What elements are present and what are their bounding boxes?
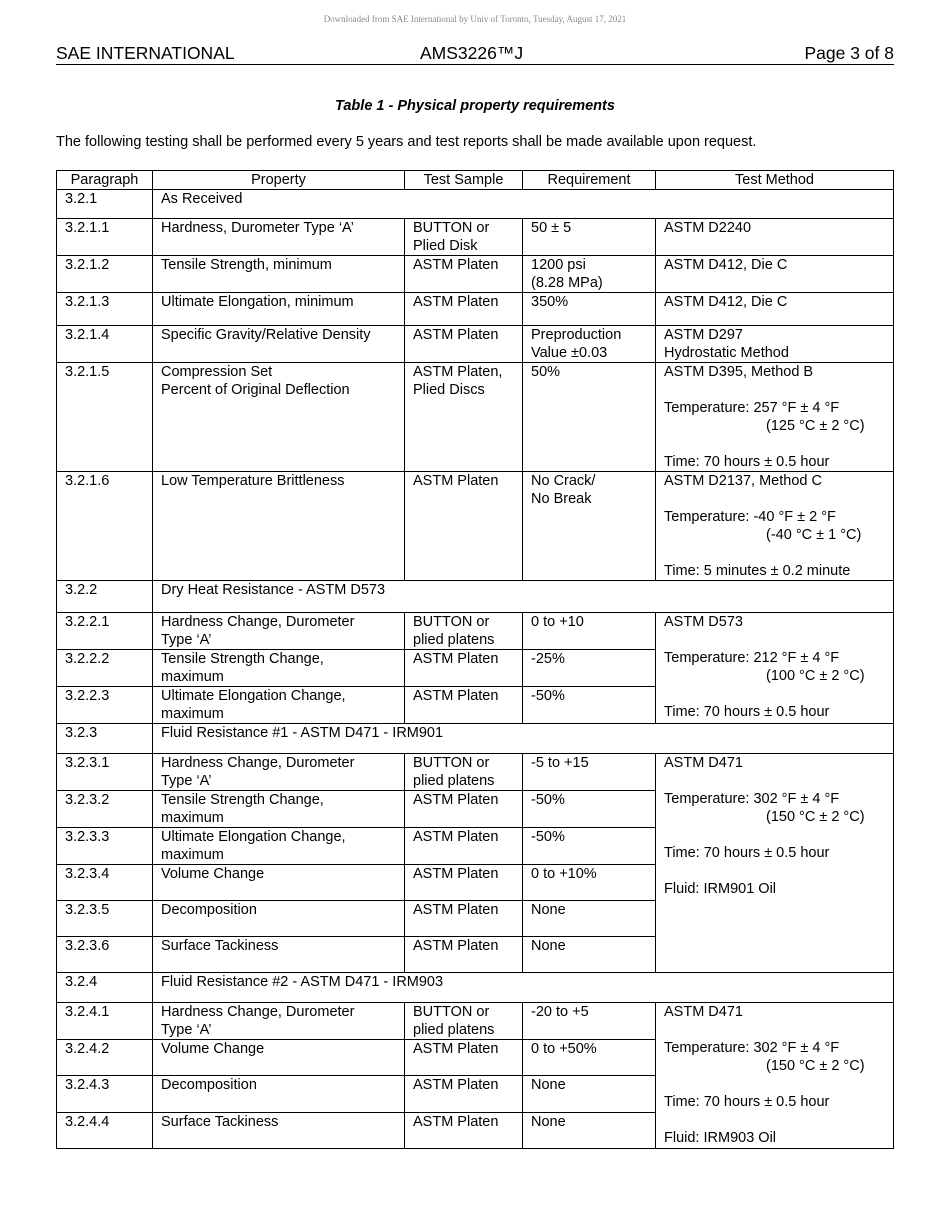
table-row — [57, 219, 894, 256]
method-temperature: Temperature: 302 °F ± 4 °F — [664, 791, 840, 807]
requirement-cell: Preproduction Value ±0.03 — [523, 326, 656, 363]
sample-cell: ASTM Platen — [405, 828, 523, 865]
property-cell: Tensile Strength Change, maximum — [153, 650, 405, 687]
sample-cell: ASTM Platen — [405, 326, 523, 363]
property-cell: Volume Change — [153, 865, 405, 901]
requirement-cell: -5 to +15 — [523, 754, 656, 791]
method-line: ASTM D471 — [664, 1004, 743, 1020]
method-line: ASTM D573 — [664, 614, 743, 630]
column-header: Paragraph — [57, 171, 153, 190]
method-fluid: Fluid: IRM901 Oil — [664, 881, 777, 897]
method-time: Time: 70 hours ± 0.5 hour — [664, 704, 830, 720]
sample-cell: BUTTON or plied platens — [405, 613, 523, 650]
property-cell: Hardness Change, Durometer Type ‘A’ — [153, 1003, 405, 1040]
method-time: Time: 5 minutes ± 0.2 minute — [664, 563, 851, 579]
paragraph-cell: 3.2.1.6 — [57, 472, 153, 581]
paragraph-cell: 3.2.4.2 — [57, 1040, 153, 1076]
paragraph-cell: 3.2.2.1 — [57, 613, 153, 650]
paragraph-cell: 3.2.4.1 — [57, 1003, 153, 1040]
property-cell: Low Temperature Brittleness — [153, 472, 405, 581]
section-title: As Received — [153, 190, 894, 219]
table-row — [57, 363, 894, 472]
sample-cell: ASTM Platen — [405, 650, 523, 687]
property-cell: Hardness Change, Durometer Type ‘A’ — [153, 754, 405, 791]
paragraph-cell: 3.2.3 — [57, 724, 153, 754]
property-cell: Surface Tackiness — [153, 937, 405, 973]
physical-property-table — [56, 170, 894, 1149]
section-title: Dry Heat Resistance - ASTM D573 — [153, 581, 894, 613]
table-row — [57, 326, 894, 363]
method-temperature-celsius: (125 °C ± 2 °C) — [766, 418, 865, 434]
requirement-cell: No Crack/ No Break — [523, 472, 656, 581]
requirement-cell: 50 ± 5 — [523, 219, 656, 256]
property-cell: Tensile Strength Change, maximum — [153, 791, 405, 828]
paragraph-cell: 3.2.1.2 — [57, 256, 153, 293]
table-row — [57, 1003, 894, 1040]
sample-cell: ASTM Platen — [405, 901, 523, 937]
method-temperature-celsius: (100 °C ± 2 °C) — [766, 668, 865, 684]
method-temperature-celsius: (-40 °C ± 1 °C) — [766, 527, 862, 543]
property-cell: Volume Change — [153, 1040, 405, 1076]
method-temperature: Temperature: -40 °F ± 2 °F — [664, 509, 836, 525]
method-line: ASTM D471 — [664, 755, 743, 771]
paragraph-cell: 3.2.3.2 — [57, 791, 153, 828]
sample-cell: ASTM Platen — [405, 791, 523, 828]
column-header: Test Sample — [405, 171, 523, 190]
column-header: Property — [153, 171, 405, 190]
method-temperature-celsius: (150 °C ± 2 °C) — [766, 1058, 865, 1074]
property-cell: Hardness Change, Durometer Type ‘A’ — [153, 613, 405, 650]
paragraph-cell: 3.2.4 — [57, 973, 153, 1003]
paragraph-cell: 3.2.1.5 — [57, 363, 153, 472]
requirement-cell: 50% — [523, 363, 656, 472]
method-cell: ASTM D412, Die C — [656, 256, 894, 293]
method-cell — [656, 363, 894, 472]
intro-paragraph: The following testing shall be performed every 5 years and test reports shall be made available upon request. — [56, 134, 757, 150]
requirement-cell: 0 to +50% — [523, 1040, 656, 1076]
paragraph-cell: 3.2.4.4 — [57, 1113, 153, 1149]
sample-cell: ASTM Platen — [405, 472, 523, 581]
method-cell — [656, 1003, 894, 1149]
publisher-name: SAE INTERNATIONAL — [56, 43, 235, 63]
table-row — [57, 472, 894, 581]
method-line: ASTM D395, Method B — [664, 364, 814, 380]
paragraph-cell: 3.2.4.3 — [57, 1076, 153, 1113]
method-time: Time: 70 hours ± 0.5 hour — [664, 1094, 830, 1110]
paragraph-cell: 3.2.3.3 — [57, 828, 153, 865]
requirement-cell: 0 to +10% — [523, 865, 656, 901]
paragraph-cell: 3.2.3.4 — [57, 865, 153, 901]
sample-cell: ASTM Platen — [405, 1040, 523, 1076]
sample-cell: BUTTON or plied platens — [405, 1003, 523, 1040]
table-header-row — [57, 171, 894, 190]
paragraph-cell: 3.2.2.2 — [57, 650, 153, 687]
method-temperature-celsius: (150 °C ± 2 °C) — [766, 809, 865, 825]
requirement-cell: -50% — [523, 828, 656, 865]
method-cell — [656, 613, 894, 724]
requirement-cell: None — [523, 937, 656, 973]
method-cell: ASTM D412, Die C — [656, 293, 894, 326]
requirement-cell: 350% — [523, 293, 656, 326]
section-title: Fluid Resistance #2 - ASTM D471 - IRM903 — [153, 973, 894, 1003]
requirement-cell: -25% — [523, 650, 656, 687]
method-cell — [656, 754, 894, 973]
sample-cell: ASTM Platen, Plied Discs — [405, 363, 523, 472]
method-line: ASTM D2137, Method C — [664, 473, 822, 489]
property-cell: Decomposition — [153, 901, 405, 937]
requirement-cell: None — [523, 901, 656, 937]
requirement-cell: 0 to +10 — [523, 613, 656, 650]
method-time: Time: 70 hours ± 0.5 hour — [664, 845, 830, 861]
requirement-cell: -50% — [523, 687, 656, 724]
method-cell: ASTM D297 Hydrostatic Method — [656, 326, 894, 363]
table-row — [57, 256, 894, 293]
property-cell: Surface Tackiness — [153, 1113, 405, 1149]
sample-cell: BUTTON or plied platens — [405, 754, 523, 791]
method-temperature: Temperature: 302 °F ± 4 °F — [664, 1040, 840, 1056]
paragraph-cell: 3.2.2 — [57, 581, 153, 613]
method-time: Time: 70 hours ± 0.5 hour — [664, 454, 830, 470]
requirement-cell: None — [523, 1076, 656, 1113]
page-header — [56, 43, 894, 65]
paragraph-cell: 3.2.3.6 — [57, 937, 153, 973]
method-fluid: Fluid: IRM903 Oil — [664, 1130, 777, 1146]
paragraph-cell: 3.2.2.3 — [57, 687, 153, 724]
property-cell: Ultimate Elongation, minimum — [153, 293, 405, 326]
method-cell — [656, 472, 894, 581]
paragraph-cell: 3.2.1.4 — [57, 326, 153, 363]
paragraph-cell: 3.2.3.5 — [57, 901, 153, 937]
property-cell: Ultimate Elongation Change, maximum — [153, 828, 405, 865]
requirement-cell: None — [523, 1113, 656, 1149]
section-row — [57, 973, 894, 1003]
sample-cell: ASTM Platen — [405, 1113, 523, 1149]
property-cell: Hardness, Durometer Type ‘A’ — [153, 219, 405, 256]
section-row — [57, 581, 894, 613]
property-cell: Tensile Strength, minimum — [153, 256, 405, 293]
paragraph-cell: 3.2.1.3 — [57, 293, 153, 326]
paragraph-cell: 3.2.3.1 — [57, 754, 153, 791]
document-number: AMS3226™J — [420, 43, 524, 63]
paragraph-cell: 3.2.1 — [57, 190, 153, 219]
sample-cell: ASTM Platen — [405, 256, 523, 293]
section-title: Fluid Resistance #1 - ASTM D471 - IRM901 — [153, 724, 894, 754]
section-row — [57, 724, 894, 754]
page-number: Page 3 of 8 — [804, 43, 894, 63]
sample-cell: ASTM Platen — [405, 293, 523, 326]
sample-cell: BUTTON or Plied Disk — [405, 219, 523, 256]
sample-cell: ASTM Platen — [405, 937, 523, 973]
method-temperature: Temperature: 212 °F ± 4 °F — [664, 650, 840, 666]
column-header: Test Method — [656, 171, 894, 190]
table-row — [57, 754, 894, 791]
column-header: Requirement — [523, 171, 656, 190]
method-cell: ASTM D2240 — [656, 219, 894, 256]
requirement-cell: -50% — [523, 791, 656, 828]
property-cell: Decomposition — [153, 1076, 405, 1113]
sample-cell: ASTM Platen — [405, 1076, 523, 1113]
property-cell: Specific Gravity/Relative Density — [153, 326, 405, 363]
download-watermark: Downloaded from SAE International by Univ of Toronto, Tuesday, August 17, 2021 — [323, 14, 627, 24]
method-temperature: Temperature: 257 °F ± 4 °F — [664, 400, 840, 416]
property-cell: Compression Set Percent of Original Deflection — [153, 363, 405, 472]
requirement-cell: -20 to +5 — [523, 1003, 656, 1040]
table-row — [57, 613, 894, 650]
sample-cell: ASTM Platen — [405, 687, 523, 724]
sample-cell: ASTM Platen — [405, 865, 523, 901]
paragraph-cell: 3.2.1.1 — [57, 219, 153, 256]
table-row — [57, 293, 894, 326]
requirement-cell: 1200 psi (8.28 MPa) — [523, 256, 656, 293]
table-title: Table 1 - Physical property requirements — [335, 98, 615, 114]
property-cell: Ultimate Elongation Change, maximum — [153, 687, 405, 724]
section-row — [57, 190, 894, 219]
